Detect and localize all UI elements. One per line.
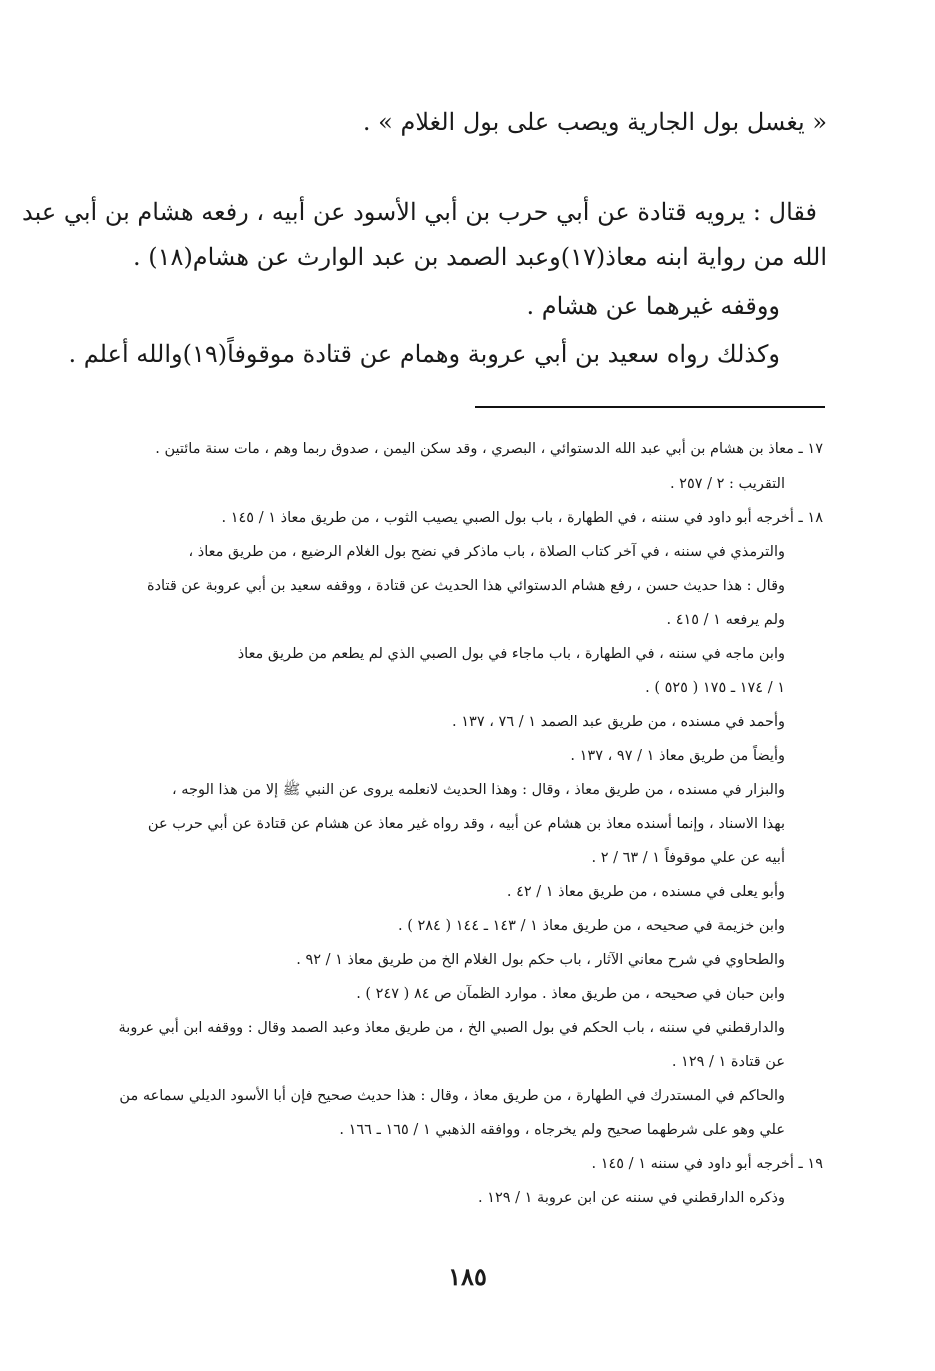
- footnote-18-line-7: وأحمد في مسنده ، من طريق عبد الصمد ١ / ٧٦ ، ١٣٧ .: [452, 714, 785, 730]
- footnote-divider: [475, 406, 825, 408]
- footnote-18-line-10: بهذا الاسناد ، وإنما أسنده معاذ بن هشام عن أبيه ، وقد رواه غير معاذ عن هشام عن قتادة عن أبي حرب عن: [147, 816, 785, 832]
- footnote-18-line-19: علي وهو على شرطهما صحيح ولم يخرجاه ، ووافقه الذهبي ١ / ١٦٥ ـ ١٦٦ .: [339, 1122, 785, 1138]
- footnote-17-line-1: ١٧ ـ معاذ بن هشام بن أبي عبد الله الدستوائي ، البصري ، وقد سكن اليمن ، صدوق ربما وهم ، مات سنة مائتين .: [155, 441, 823, 457]
- footnote-18-line-11: أبيه عن علي موقوفاً ١ / ٦٣ / ٢ .: [591, 850, 785, 866]
- page-number: ١٨٥: [448, 1262, 487, 1291]
- footnote-19-line-2: وذكره الدارقطني في سننه عن ابن عروبة ١ / ١٢٩ .: [477, 1190, 785, 1206]
- footnote-17-line-2: التقريب : ٢ / ٢٥٧ .: [669, 476, 785, 492]
- footnote-18-line-16: والدارقطني في سننه ، باب الحكم في بول الصبي الخ ، من طريق معاذ وعبد الصمد وقال : ووقفه ابن أبي عروبة: [118, 1020, 785, 1036]
- footnote-18-line-3: وقال : هذا حديث حسن ، رفع هشام الدستوائي هذا الحديث عن قتادة ، ووقفه سعيد بن أبي عروبة عن قتادة: [146, 578, 785, 594]
- footnote-18-line-17: عن قتادة ١ / ١٢٩ .: [671, 1054, 785, 1070]
- footnote-18-line-12: وأبو يعلى في مسنده ، من طريق معاذ ١ / ٤٢ .: [506, 884, 785, 900]
- footnote-19-line-1: ١٩ ـ أخرجه أبو داود في سننه ١ / ١٤٥ .: [591, 1156, 823, 1172]
- footnote-18-line-14: والطحاوي في شرح معاني الآثار ، باب حكم بول الغلام الخ من طريق معاذ ١ / ٩٢ .: [296, 952, 785, 968]
- paragraph-3: وكذلك رواه سعيد بن أبي عروبة وهمام عن قتادة موقوفاً(١٩)والله أعلم .: [68, 340, 780, 368]
- footnote-18-line-6: ١ / ١٧٤ ـ ١٧٥ ( ٥٢٥ ) .: [645, 680, 785, 696]
- footnote-18-line-4: ولم يرفعه ١ / ٤١٥ .: [666, 612, 785, 628]
- paragraph-1-line-1: فقال : يرويه قتادة عن أبي حرب بن أبي الأسود عن أبيه ، رفعه هشام بن أبي عبد: [22, 198, 817, 226]
- footnote-18-line-5: وابن ماجه في سننه ، في الطهارة ، باب ماجاء في بول الصبي الذي لم يطعم من طريق معاذ: [237, 646, 785, 662]
- paragraph-2: ووقفه غيرهما عن هشام .: [526, 292, 780, 320]
- footnote-18-line-1: ١٨ ـ أخرجه أبو داود في سننه ، في الطهارة ، باب بول الصبي يصيب الثوب ، من طريق معاذ ١ / ١٤٥ .: [221, 510, 823, 526]
- footnote-18-line-18: والحاكم في المستدرك في الطهارة ، من طريق معاذ ، وقال : هذا حديث صحيح فإن أبا الأسود الديلي سماعه من: [119, 1088, 785, 1104]
- footnote-18-line-13: وابن خزيمة في صحيحه ، من طريق معاذ ١ / ١٤٣ ـ ١٤٤ ( ٢٨٤ ) .: [398, 918, 785, 934]
- footnote-18-line-9: والبزار في مسنده ، من طريق معاذ ، وقال : وهذا الحديث لانعلمه يروى عن النبي ﷺ إلا من هذا الوجه ،: [171, 782, 785, 798]
- paragraph-1-line-2: الله من رواية ابنه معاذ(١٧)وعبد الصمد بن عبد الوارث عن هشام(١٨) .: [133, 243, 827, 271]
- quote-line: « يغسل بول الجارية ويصب على بول الغلام » .: [362, 108, 827, 136]
- footnote-18-line-8: وأيضاً من طريق معاذ ١ / ٩٧ ، ١٣٧ .: [570, 748, 785, 764]
- footnote-18-line-2: والترمذي في سننه ، في آخر كتاب الصلاة ، باب ماذكر في نضح بول الغلام الرضيع ، من طريق معاذ ،: [188, 544, 785, 560]
- footnote-18-line-15: وابن حبان في صحيحه ، من طريق معاذ . موارد الظمآن ص ٨٤ ( ٢٤٧ ) .: [356, 986, 785, 1002]
